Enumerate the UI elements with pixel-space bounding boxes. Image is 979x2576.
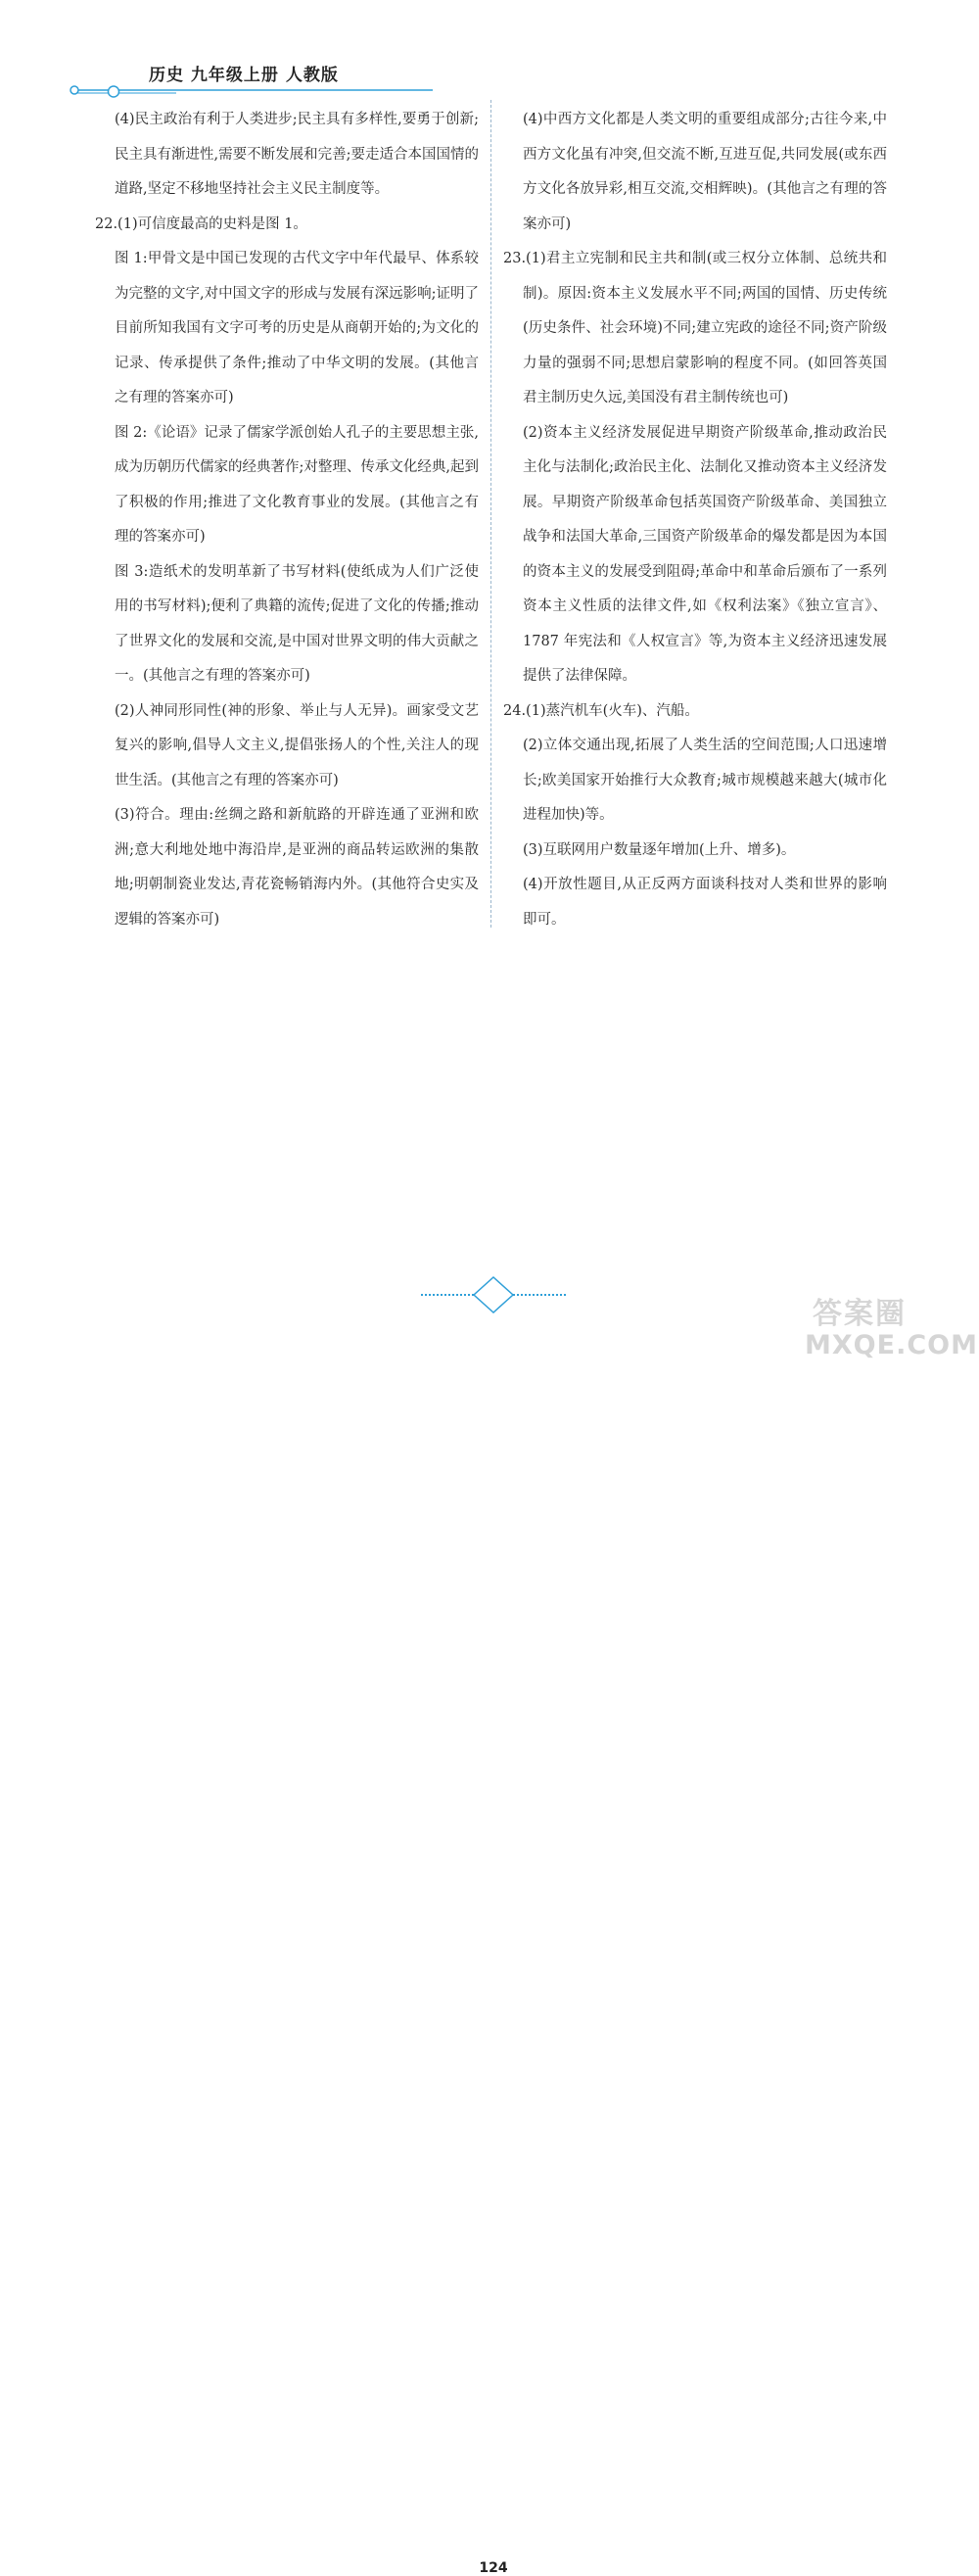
column-divider bbox=[490, 100, 491, 928]
right-column bbox=[503, 103, 887, 937]
answer-paragraph: 图 3:造纸术的发明革新了书写材料(使纸成为人们广泛使用的书写材料);便利了典籍的流传;促进了文化的传播;推动了世界文化的发展和交流,是中国对世界文明的伟大贡献之一。(其他言之有理的答案亦可) bbox=[115, 563, 479, 684]
answer-paragraph: (4)中西方文化都是人类文明的重要组成部分;古往今来,中西方文化虽有冲突,但交流不断,互进互促,共同发展(或东西方文化各放异彩,相互交流,交相辉映)。(其他言之有理的答案亦可) bbox=[523, 112, 887, 232]
answer-paragraph: 图 2:《论语》记录了儒家学派创始人孔子的主要思想主张,成为历朝历代儒家的经典著作;对整理、传承文化经典,起到了积极的作用;推进了文化教育事业的发展。(其他言之有理的答案亦可) bbox=[115, 424, 479, 545]
watermark-en: MXQE.COM bbox=[805, 1330, 978, 1360]
answer-paragraph: (3)互联网用户数量逐年增加(上升、增多)。 bbox=[523, 841, 796, 858]
watermark-cn: 答案圈 bbox=[813, 1297, 907, 1331]
page-header bbox=[0, 0, 979, 108]
answer-paragraph: (3)符合。理由:丝绸之路和新航路的开辟连通了亚洲和欧洲;意大利地处地中海沿岸,是亚洲的商品转运欧洲的集散地;明朝制瓷业发达,青花瓷畅销海内外。(其他符合史实及逻辑的答案亦可) bbox=[115, 807, 479, 928]
header-title: 历史 九年级上册 人教版 bbox=[149, 66, 339, 85]
answer-paragraph: 23.(1)君主立宪制和民主共和制(或三权分立体制、总统共和制)。原因:资本主义发展水平不同;两国的国情、历史传统(历史条件、社会环境)不同;建立宪政的途径不同;资产阶级力量的强弱不同;思想启蒙影响的程度不同。(如回答英国君主制历史久远,美国没有君主制传统也可) bbox=[503, 251, 887, 405]
answer-paragraph: 22.(1)可信度最高的史料是图 1。 bbox=[95, 215, 307, 232]
page-number: 124 bbox=[479, 2560, 508, 2576]
answer-paragraph: (2)人神同形同性(神的形象、举止与人无异)。画家受文艺复兴的影响,倡导人文主义,提倡张扬人的个性,关注人的现世生活。(其他言之有理的答案亦可) bbox=[115, 702, 479, 788]
watermark-logo bbox=[805, 1289, 978, 1367]
answer-paragraph: (2)立体交通出现,拓展了人类生活的空间范围;人口迅速增长;欧美国家开始推行大众教育;城市规模越来越大(城市化进程加快)等。 bbox=[523, 738, 887, 823]
answer-paragraph: (4)开放性题目,从正反两方面谈科技对人类和世界的影响即可。 bbox=[523, 877, 887, 928]
answer-paragraph: 24.(1)蒸汽机车(火车)、汽船。 bbox=[503, 702, 699, 719]
answer-paragraph: (2)资本主义经济发展促进早期资产阶级革命,推动政治民主化与法制化;政治民主化、法制化又推动资本主义经济发展。早期资产阶级革命包括英国资产阶级革命、美国独立战争和法国大革命,三国资产阶级革命的爆发都是因为本国的资本主义的发展受到阻碍;革命中和革命后颁布了一系列资本主义性质的法律文件,如《权利法案》《独立宣言》、1787 年宪法和《人权宣言》等,为资本主义经济迅速发展提供了法律保障。 bbox=[523, 424, 887, 684]
answer-paragraph: 图 1:甲骨文是中国已发现的古代文字中年代最早、体系较为完整的文字,对中国文字的形成与发展有深远影响;证明了目前所知我国有文字可考的历史是从商朝开始的;为文化的记录、传承提供了条件;推动了中华文明的发展。(其他言之有理的答案亦可) bbox=[115, 251, 479, 405]
header-decoration-line bbox=[69, 82, 441, 102]
left-column bbox=[95, 103, 479, 937]
answer-paragraph: (4)民主政治有利于人类进步;民主具有多样性,要勇于创新;民主具有渐进性,需要不断发展和完善;要走适合本国国情的道路,坚定不移地坚持社会主义民主制度等。 bbox=[115, 112, 479, 197]
